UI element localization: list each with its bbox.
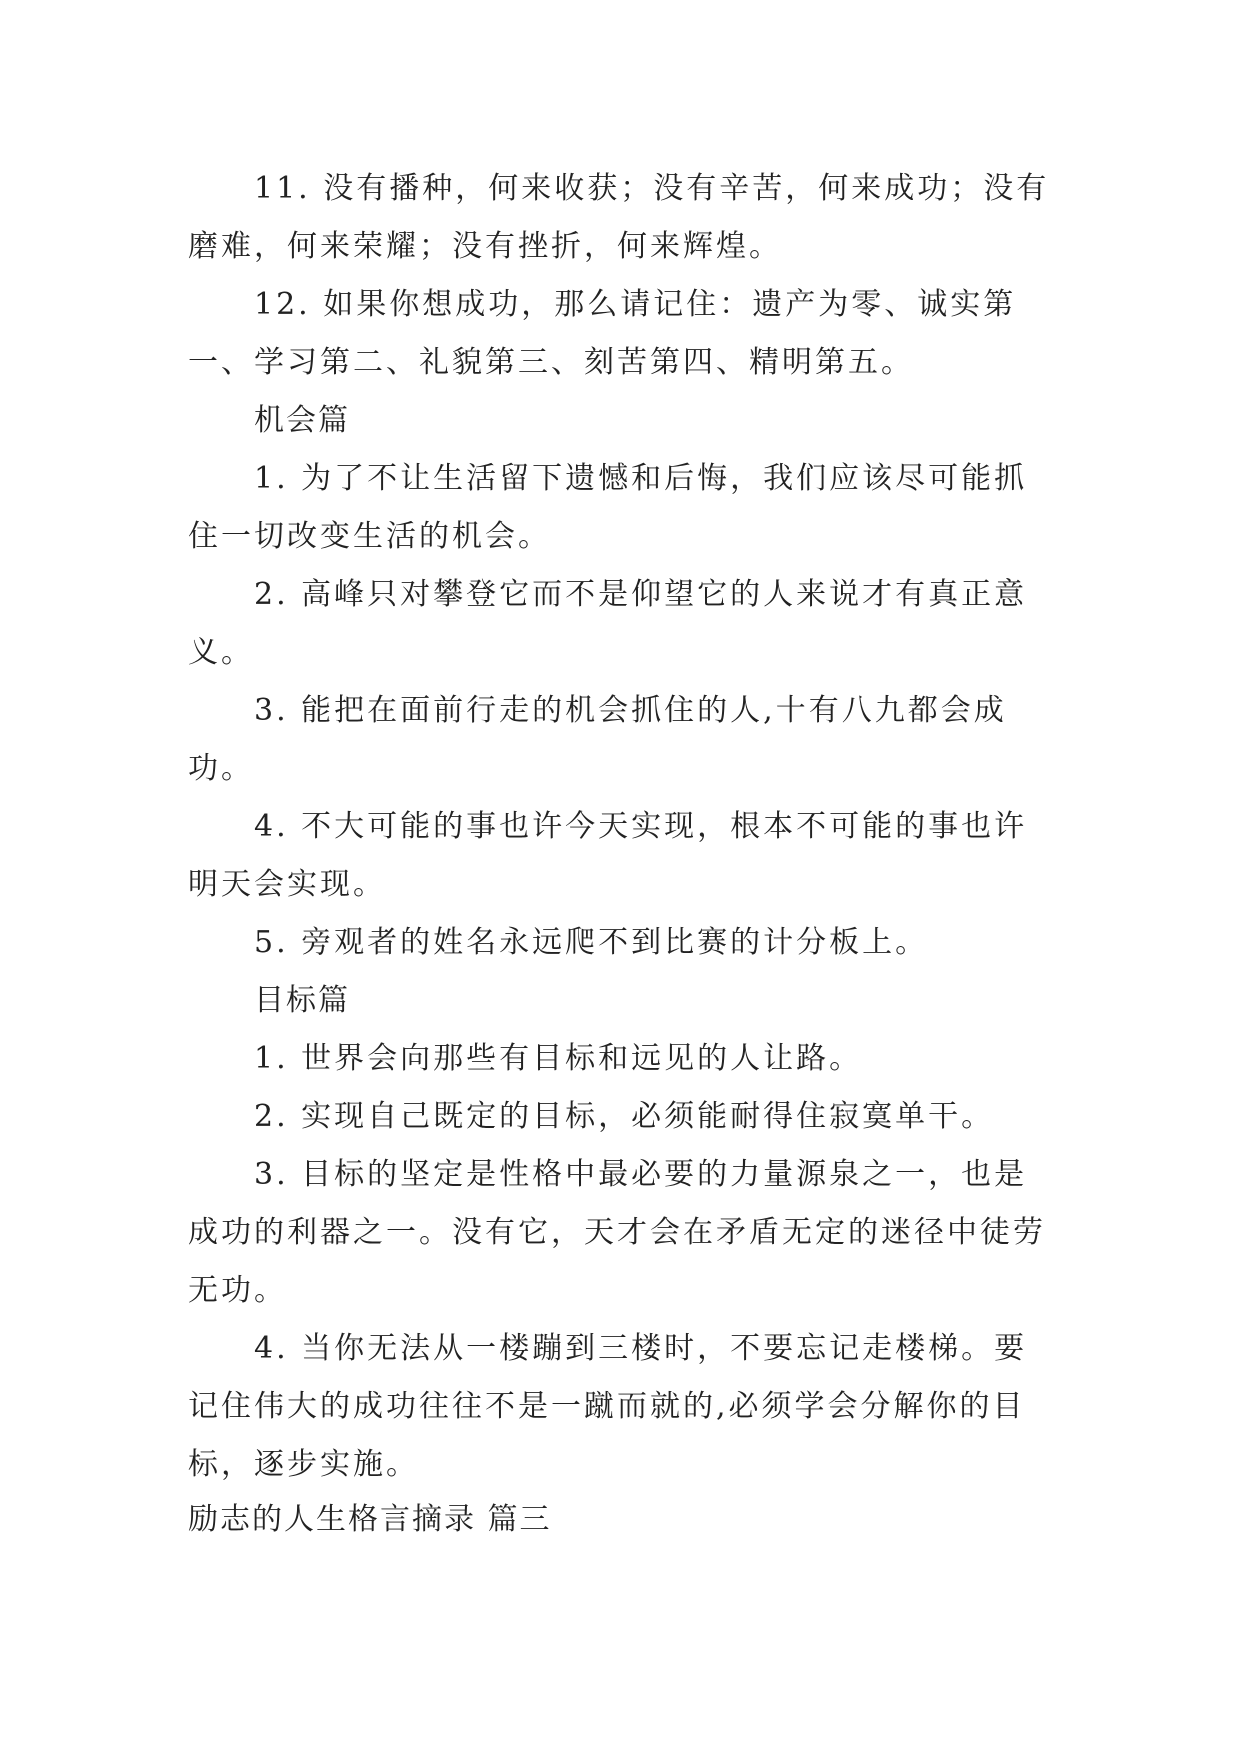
quote-paragraph-12: 12. 如果你想成功，那么请记住：遗产为零、诚实第一、学习第二、礼貌第三、刻苦第四、精明第五。 xyxy=(188,287,1017,380)
opportunity-item-1: 1. 为了不让生活留下遗憾和后悔，我们应该尽可能抓住一切改变生活的机会。 xyxy=(188,461,1028,554)
section-heading-opportunity: 机会篇 xyxy=(254,403,350,438)
opportunity-item-3: 3. 能把在面前行走的机会抓住的人,十有八九都会成功。 xyxy=(188,693,1007,786)
goal-item-1: 1. 世界会向那些有目标和远见的人让路。 xyxy=(254,1041,863,1076)
opportunity-item-2: 2. 高峰只对攀登它而不是仰望它的人来说才有真正意义。 xyxy=(188,577,1028,670)
opportunity-item-5: 5. 旁观者的姓名永远爬不到比赛的计分板上。 xyxy=(254,925,929,960)
goal-item-2: 2. 实现自己既定的目标，必须能耐得住寂寞单干。 xyxy=(254,1099,995,1134)
section-title-part-three: 励志的人生格言摘录 篇三 xyxy=(188,1502,552,1537)
document-body xyxy=(188,160,1058,1494)
quote-paragraph-11: 11. 没有播种，何来收获；没有辛苦，何来成功；没有磨难，何来荣耀；没有挫折，何来辉煌。 xyxy=(188,171,1050,264)
goal-item-3: 3. 目标的坚定是性格中最必要的力量源泉之一，也是成功的利器之一。没有它，天才会在矛盾无定的迷径中徒劳无功。 xyxy=(188,1157,1046,1308)
section-heading-goal: 目标篇 xyxy=(254,983,350,1018)
goal-item-4: 4. 当你无法从一楼蹦到三楼时，不要忘记走楼梯。要记住伟大的成功往往不是一蹴而就的,必须学会分解你的目标，逐步实施。 xyxy=(188,1331,1028,1482)
opportunity-item-4: 4. 不大可能的事也许今天实现，根本不可能的事也许明天会实现。 xyxy=(188,809,1028,902)
